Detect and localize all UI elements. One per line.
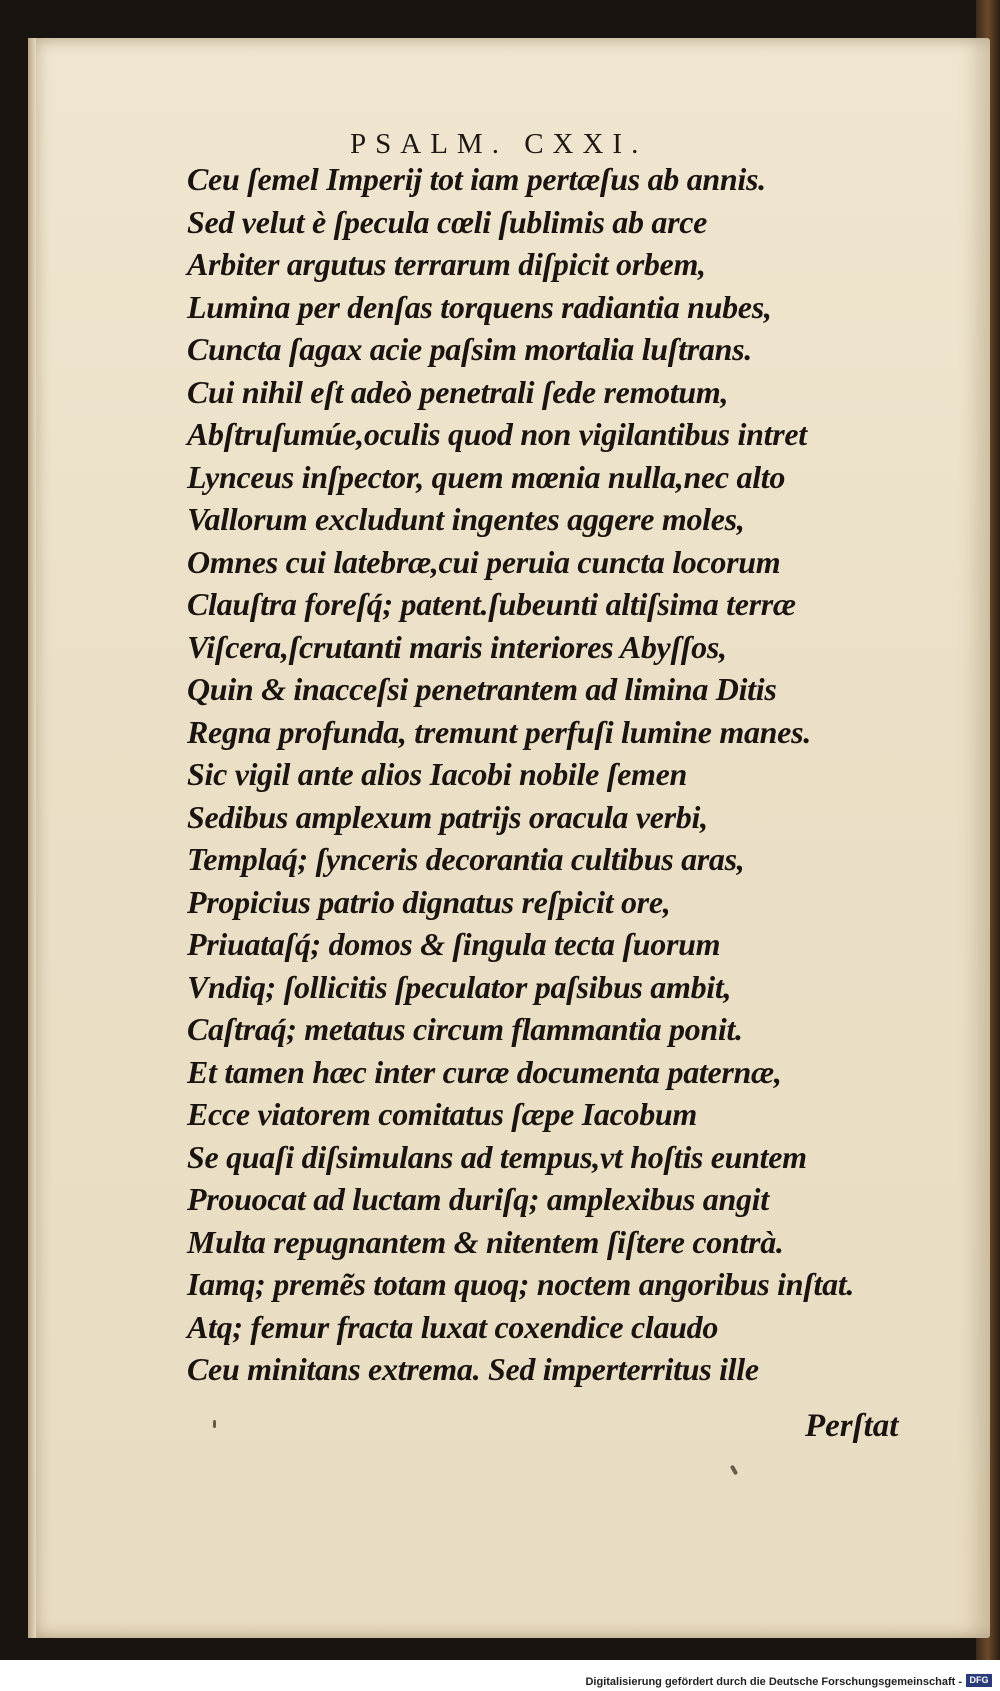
catchword: Perſtat bbox=[805, 1408, 899, 1444]
page-edge bbox=[28, 38, 36, 1638]
running-header: PSALM. CXXI. bbox=[350, 128, 648, 160]
verse-line: Iamq; premẽs totam quoq; noctem angoribus inſtat. bbox=[187, 1266, 855, 1302]
funding-credit: Digitalisierung gefördert durch die Deutsche Forschungsgemeinschaft - bbox=[585, 1676, 962, 1688]
verse-line: Prouocat ad luctam duriſq; amplexibus angit bbox=[187, 1181, 769, 1217]
verse-line: Lumina per denſas torquens radiantia nubes, bbox=[187, 288, 772, 325]
verse-line: Cui nihil eſt adeò penetrali ſede remotum, bbox=[187, 373, 729, 410]
verse-line: Priuataſq́; domos & ſingula tecta ſuorum bbox=[187, 926, 721, 962]
verse-line: Cuncta ſagax acie paſsim mortalia luſtrans. bbox=[187, 331, 752, 367]
verse-line: Sed velut è ſpecula cœli ſublimis ab arce bbox=[187, 203, 708, 240]
verse-lines bbox=[187, 158, 854, 1391]
verse-line: Ceu ſemel Imperij tot iam pertæſus ab annis. bbox=[187, 161, 766, 197]
verse-line: Propicius patrio dignatus reſpicit ore, bbox=[187, 883, 671, 920]
verse-line: Vndiq; ſollicitis ſpeculator paſsibus ambit, bbox=[187, 968, 732, 1005]
verse-line: Se quaſi diſsimulans ad tempus,vt hoſtis euntem bbox=[187, 1138, 807, 1175]
verse-line: Templaq́; ſynceris decorantia cultibus aras, bbox=[187, 841, 745, 877]
verse-line: Sedibus amplexum patrijs oracula verbi, bbox=[187, 798, 708, 835]
verse-line: Lynceus inſpector, quem mœnia nulla,nec alto bbox=[187, 458, 786, 495]
verse-line: Caſtraq́; metatus circum flammantia ponit. bbox=[187, 1011, 743, 1047]
verse-line: Viſcera,ſcrutanti maris interiores Abyſſos, bbox=[187, 628, 727, 665]
verse-line: Quin & inacceſsi penetrantem ad limina Ditis bbox=[187, 671, 777, 707]
verse-line: Arbiter argutus terrarum diſpicit orbem, bbox=[187, 246, 706, 282]
verse-line: Et tamen hæc inter curæ documenta paternæ, bbox=[187, 1053, 782, 1090]
verse-line: Sic vigil ante alios Iacobi nobile ſemen bbox=[187, 756, 687, 792]
verse-line: Abſtruſumúe,oculis quod non vigilantibus intret bbox=[187, 416, 807, 452]
verse-line: Atq; femur fracta luxat coxendice claudo bbox=[187, 1308, 719, 1345]
verse-line: Multa repugnantem & nitentem ſiſtere contrà. bbox=[187, 1223, 784, 1260]
verse-line: Vallorum excludunt ingentes aggere moles, bbox=[187, 501, 745, 537]
verse-line: Regna profunda, tremunt perfuſi lumine manes. bbox=[187, 713, 811, 750]
verse-line: Clauſtra foreſq́; patent.ſubeunti altiſsima terræ bbox=[187, 586, 796, 622]
dfg-logo: DFG bbox=[966, 1674, 992, 1687]
ink-speck bbox=[213, 1420, 216, 1428]
verse-line: Ceu minitans extrema. Sed imperterritus ille bbox=[187, 1351, 759, 1387]
verse-line: Omnes cui latebræ,cui peruia cuncta locorum bbox=[187, 543, 781, 580]
verse-line: Ecce viatorem comitatus ſæpe Iacobum bbox=[187, 1096, 698, 1132]
